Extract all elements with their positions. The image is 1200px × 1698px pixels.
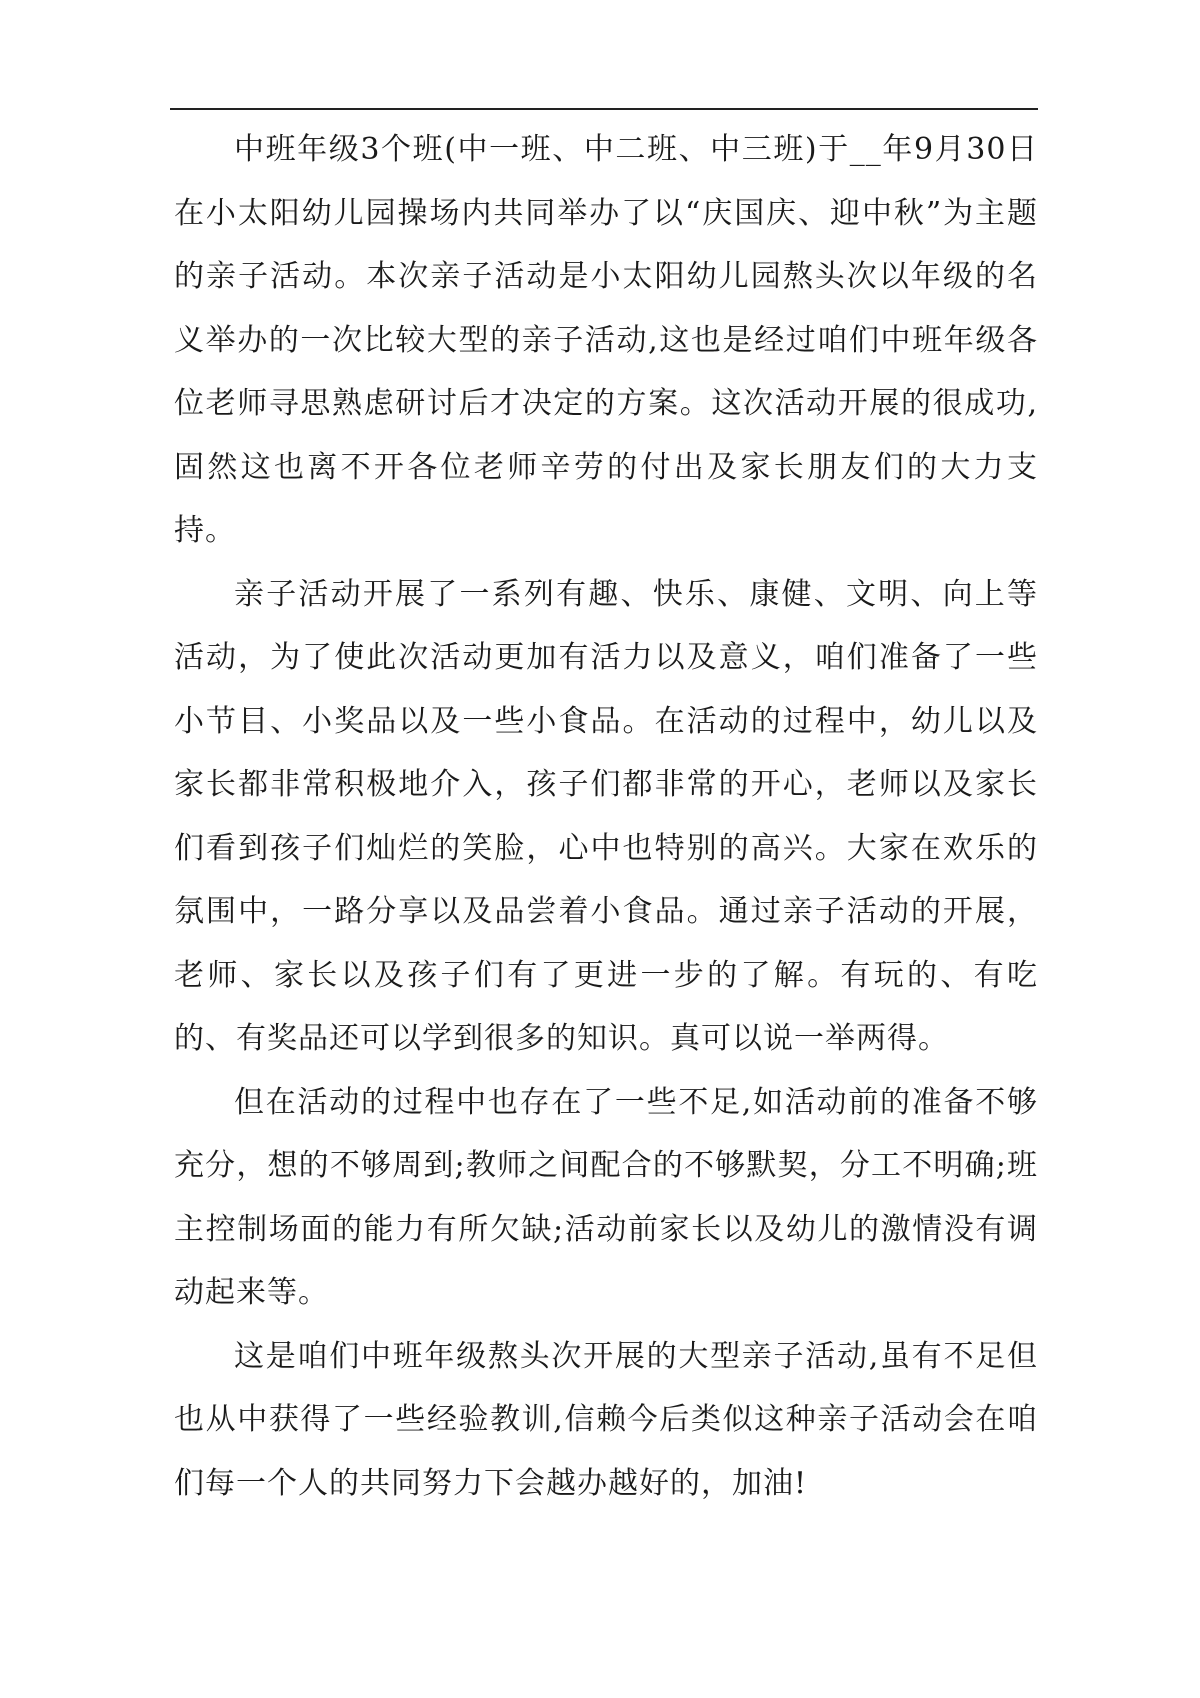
document-body [174,118,1038,1515]
paragraph-1: 中班年级3个班(中一班、中二班、中三班)于__年9月30日在小太阳幼儿园操场内共同举办了以“庆国庆、迎中秋”为主题的亲子活动。本次亲子活动是小太阳幼儿园熬头次以年级的名义举办的一次比较大型的亲子活动,这也是经过咱们中班年级各位老师寻思熟虑研讨后才决定的方案。这次活动开展的很成功,固然这也离不开各位老师辛劳的付出及家长朋友们的大力支持。 [174,132,1038,548]
paragraph-4: 这是咱们中班年级熬头次开展的大型亲子活动,虽有不足但也从中获得了一些经验教训,信赖今后类似这种亲子活动会在咱们每一个人的共同努力下会越办越好的，加油! [174,1338,1038,1501]
paragraph-2: 亲子活动开展了一系列有趣、快乐、康健、文明、向上等活动，为了使此次活动更加有活力以及意义，咱们准备了一些小节目、小奖品以及一些小食品。在活动的过程中，幼儿以及家长都非常积极地介入，孩子们都非常的开心，老师以及家长们看到孩子们灿烂的笑脸，心中也特别的高兴。大家在欢乐的氛围中，一路分享以及品尝着小食品。通过亲子活动的开展，老师、家长以及孩子们有了更进一步的了解。有玩的、有吃的、有奖品还可以学到很多的知识。真可以说一举两得。 [174,576,1038,1056]
header-rule [170,108,1038,110]
paragraph-3: 但在活动的过程中也存在了一些不足,如活动前的准备不够充分，想的不够周到;教师之间配合的不够默契，分工不明确;班主控制场面的能力有所欠缺;活动前家长以及幼儿的激情没有调动起来等。 [174,1084,1038,1310]
